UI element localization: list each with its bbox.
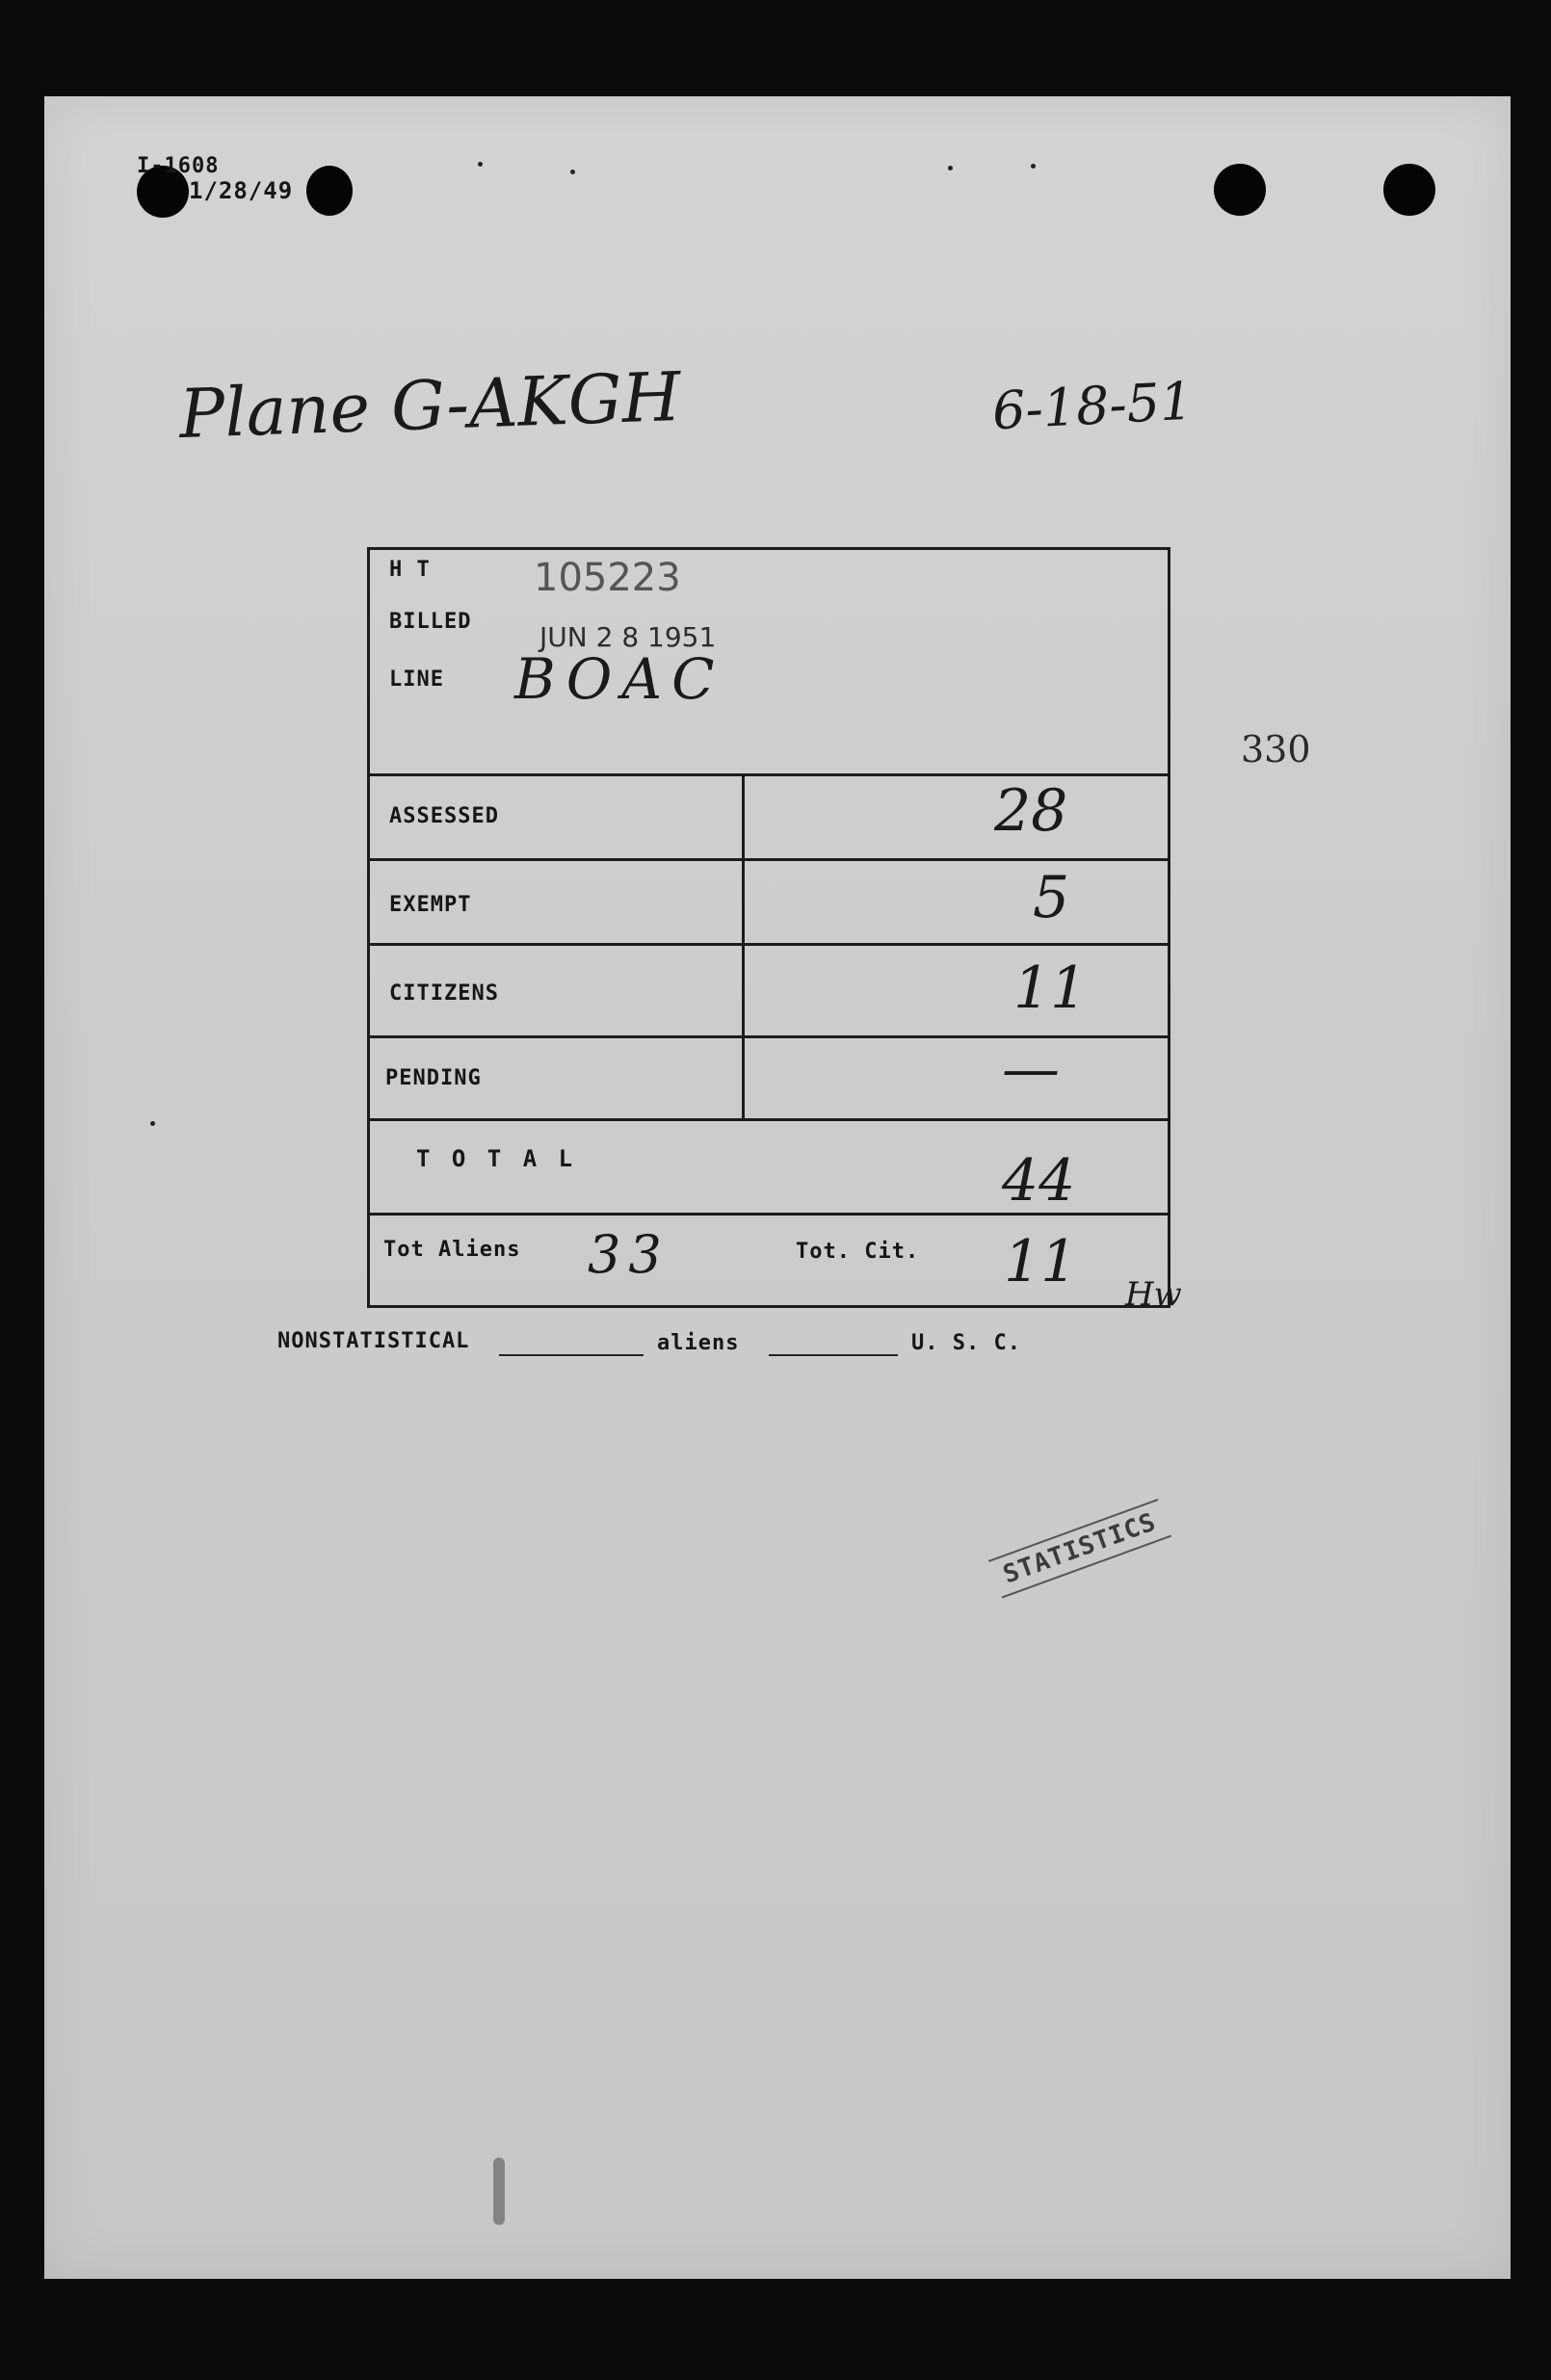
row-label-assessed: ASSESSED	[389, 804, 499, 828]
ht-value: 105223	[534, 556, 681, 600]
row-value-exempt: 5	[1033, 864, 1070, 931]
row-value-assessed: 28	[994, 777, 1068, 845]
row-label-pending: PENDING	[385, 1066, 482, 1090]
initials: Hw	[1125, 1275, 1182, 1314]
speck	[1031, 164, 1036, 169]
divider	[370, 858, 1168, 861]
row-value-pending: —	[1002, 1035, 1060, 1103]
punch-hole-right	[1383, 164, 1435, 216]
aliens-blank	[769, 1354, 898, 1356]
handwritten-date: 6-18-51	[990, 370, 1195, 442]
divider	[370, 773, 1168, 776]
total-label: T O T A L	[416, 1145, 577, 1172]
tot-aliens-value: 33	[588, 1224, 670, 1285]
total-value: 44	[1002, 1147, 1076, 1215]
plane-registration: Plane G-AKGH	[177, 356, 682, 455]
column-divider	[742, 773, 745, 1118]
nonstatistical-blank	[499, 1354, 644, 1356]
divider	[370, 943, 1168, 946]
tot-cit-label: Tot. Cit.	[796, 1240, 920, 1264]
line-label: LINE	[389, 667, 444, 692]
aliens-label: aliens	[657, 1331, 740, 1355]
side-number: 330	[1241, 728, 1311, 771]
row-value-citizens: 11	[1013, 955, 1088, 1022]
tot-aliens-label: Tot Aliens	[383, 1238, 521, 1262]
document-page	[44, 96, 1511, 2279]
billed-date-stamp: JUN 2 8 1951	[539, 621, 717, 653]
billed-label: BILLED	[389, 610, 472, 634]
speck	[570, 170, 575, 174]
usc-label: U. S. C.	[911, 1331, 1021, 1355]
manifest-form-box	[367, 547, 1170, 1308]
statistics-stamp	[988, 1499, 1171, 1598]
divider	[370, 1118, 1168, 1121]
speck	[948, 166, 953, 170]
nonstatistical-label: NONSTATISTICAL	[277, 1329, 470, 1353]
smudge-mark	[493, 2158, 505, 2225]
form-date: 1/28/49	[189, 177, 294, 204]
ht-label: H T	[389, 558, 431, 582]
punch-hole-left-2	[306, 166, 353, 216]
punch-hole-middle	[1214, 164, 1266, 216]
airline-handwritten: BOAC	[514, 646, 724, 712]
row-label-citizens: CITIZENS	[389, 981, 499, 1006]
form-number: I-1608	[137, 154, 220, 178]
tot-cit-value: 11	[1004, 1228, 1078, 1295]
speck	[150, 1121, 155, 1126]
statistics-stamp-text: STATISTICS	[988, 1499, 1171, 1598]
speck	[478, 162, 483, 167]
row-label-exempt: EXEMPT	[389, 893, 472, 917]
